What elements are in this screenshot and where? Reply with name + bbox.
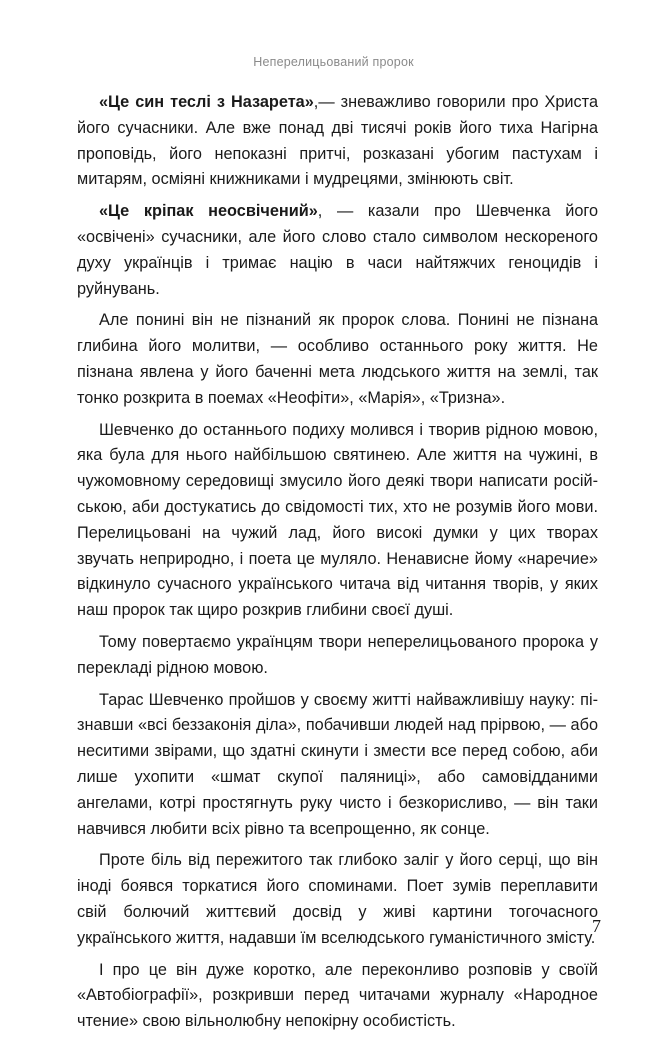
paragraph-text: Шевченко до останнього подиху молився і творив рідною мовою, яка була для нього найбільшою святинею. Але життя на чужині, в чужомовному середовищі змусило його деякі твори написати російською, аби достукатись до свідомості тих, хто не розумів його мови. Перелицьовані на чужий лад, його високі думки у цих творах звучать неприродно, і поета це муляло. Ненависне йому «наречие» відкинуло сучасного українського читача від читання творів, у яких наш пророк так щиро розкрив глибини своєї душі. bbox=[77, 420, 598, 620]
paragraph-text: Тому повертаємо українцям твори неперелицьованого пророка у перекладі рідною мовою. bbox=[77, 632, 598, 677]
paragraph-text: , — казали про Шевченка його «освічені» сучасники, але його слово стало символом нескореного духу українців і тримає націю в часи найтяжчих геноцидів і руйнувань. bbox=[77, 202, 599, 298]
paragraph bbox=[77, 958, 598, 1035]
paragraph bbox=[77, 199, 598, 302]
paragraph bbox=[77, 308, 598, 411]
running-header: Неперелицьований пророк bbox=[253, 55, 414, 69]
bold-quote: «Це кріпак неосвічений» bbox=[99, 202, 318, 221]
paragraph bbox=[77, 630, 598, 682]
paragraph-text: Тарас Шевченко пройшов у своєму житті найважливішу науку: пізнавши «всі беззаконія діла», побачивши людей над прірвою, — або неситими звірами, що здатні скинути і змести все перед собою, аби лише ухопити «шмат скупої паляниці», або самовідданими ангелами, котрі простягнуть руку чисто і безкорисливо, — він таки навчився любити всіх рівно та всепрощенно, як сонце. bbox=[77, 690, 598, 838]
paragraph-text: Проте біль від пережитого так глибоко заліг у його серці, що він іноді боявся торкатися його споминами. Поет зумів переплавити свій болючий життєвий досвід у живі картини тогочасного українського життя, надавши їм вселюдського гуманістичного змісту. bbox=[77, 851, 598, 947]
body-text bbox=[77, 90, 598, 1041]
paragraph-text: ,— зневажливо говорили про Христа його сучасники. Але вже понад дві тисячі років його тиха Нагірна проповідь, його непоказні притчі, розказані убогим пастухам і митарям, осміяні книжниками і мудрецями, змінюють світ. bbox=[77, 93, 598, 189]
page-number: 7 bbox=[592, 916, 601, 936]
bold-quote: «Це син теслі з Назарета» bbox=[99, 93, 314, 111]
paragraph-text: І про це він дуже коротко, але переконливо розповів у своїй «Автобіографії», розкривши перед читачами журналу «Народное чтение» свою вільнолюбну непокірну особистість. bbox=[77, 960, 598, 1031]
paragraph bbox=[77, 688, 598, 843]
paragraph bbox=[77, 848, 598, 951]
paragraph bbox=[77, 418, 598, 624]
paragraph bbox=[77, 90, 598, 193]
paragraph-text: Але понині він не пізнаний як пророк слова. Понині не пізнана глибина його молитви, — особливо останнього року життя. Не пізнана явлена у його баченні мета людського життя на землі, так тонко розкрита в поемах «Неофіти», «Марія», «Тризна». bbox=[77, 311, 598, 407]
